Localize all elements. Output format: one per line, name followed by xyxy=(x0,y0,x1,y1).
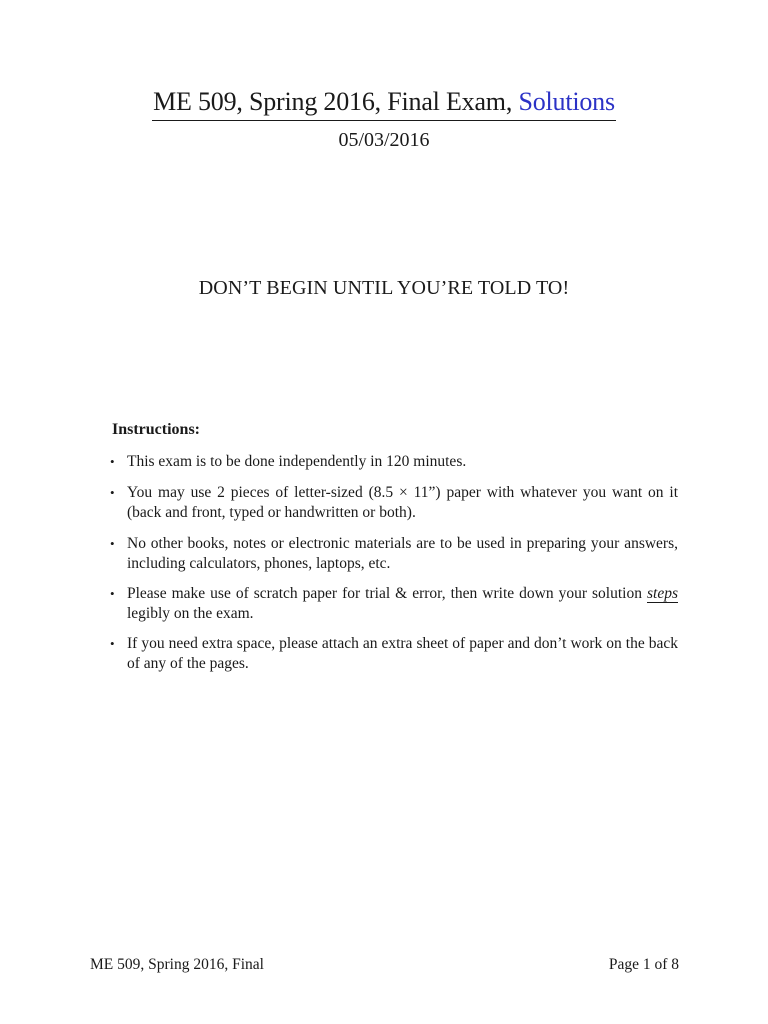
footer-course-label: ME 509, Spring 2016, Final xyxy=(90,956,264,973)
bullet-icon: • xyxy=(110,536,115,551)
instruction-text-after: legibly on the exam. xyxy=(127,605,254,622)
instruction-text: This exam is to be done independently in 120 minutes. xyxy=(127,453,467,470)
instruction-text: If you need extra space, please attach an extra sheet of paper and don’t work on the back of any of the pages. xyxy=(127,635,678,672)
title-container xyxy=(0,86,768,121)
footer-page-number: Page 1 of 8 xyxy=(608,956,679,973)
instruction-text: No other books, notes or electronic materials are to be used in preparing your answers, including calculators, phones, laptops, etc. xyxy=(127,535,678,572)
instruction-text-before: Please make use of scratch paper for trial & error, then write down your solution xyxy=(127,585,647,602)
page-title xyxy=(152,86,616,121)
bullet-icon: • xyxy=(110,586,115,601)
steps-emphasis: steps xyxy=(647,585,678,602)
exam-date: 05/03/2016 xyxy=(338,129,430,151)
title-solutions-label: Solutions xyxy=(518,87,615,116)
instructions-heading: Instructions: xyxy=(112,421,201,438)
instruction-text xyxy=(127,584,678,624)
title-prefix: ME 509, Spring 2016, Final Exam, xyxy=(153,87,519,116)
warning-notice: DON’T BEGIN UNTIL YOU’RE TOLD TO! xyxy=(198,277,570,299)
bullet-icon: • xyxy=(110,636,115,651)
instruction-text: You may use 2 pieces of letter-sized (8.5 × 11”) paper with whatever you want on it (back and front, typed or handwritten or both). xyxy=(127,484,678,521)
bullet-icon: • xyxy=(110,454,115,469)
bullet-icon: • xyxy=(110,485,115,500)
